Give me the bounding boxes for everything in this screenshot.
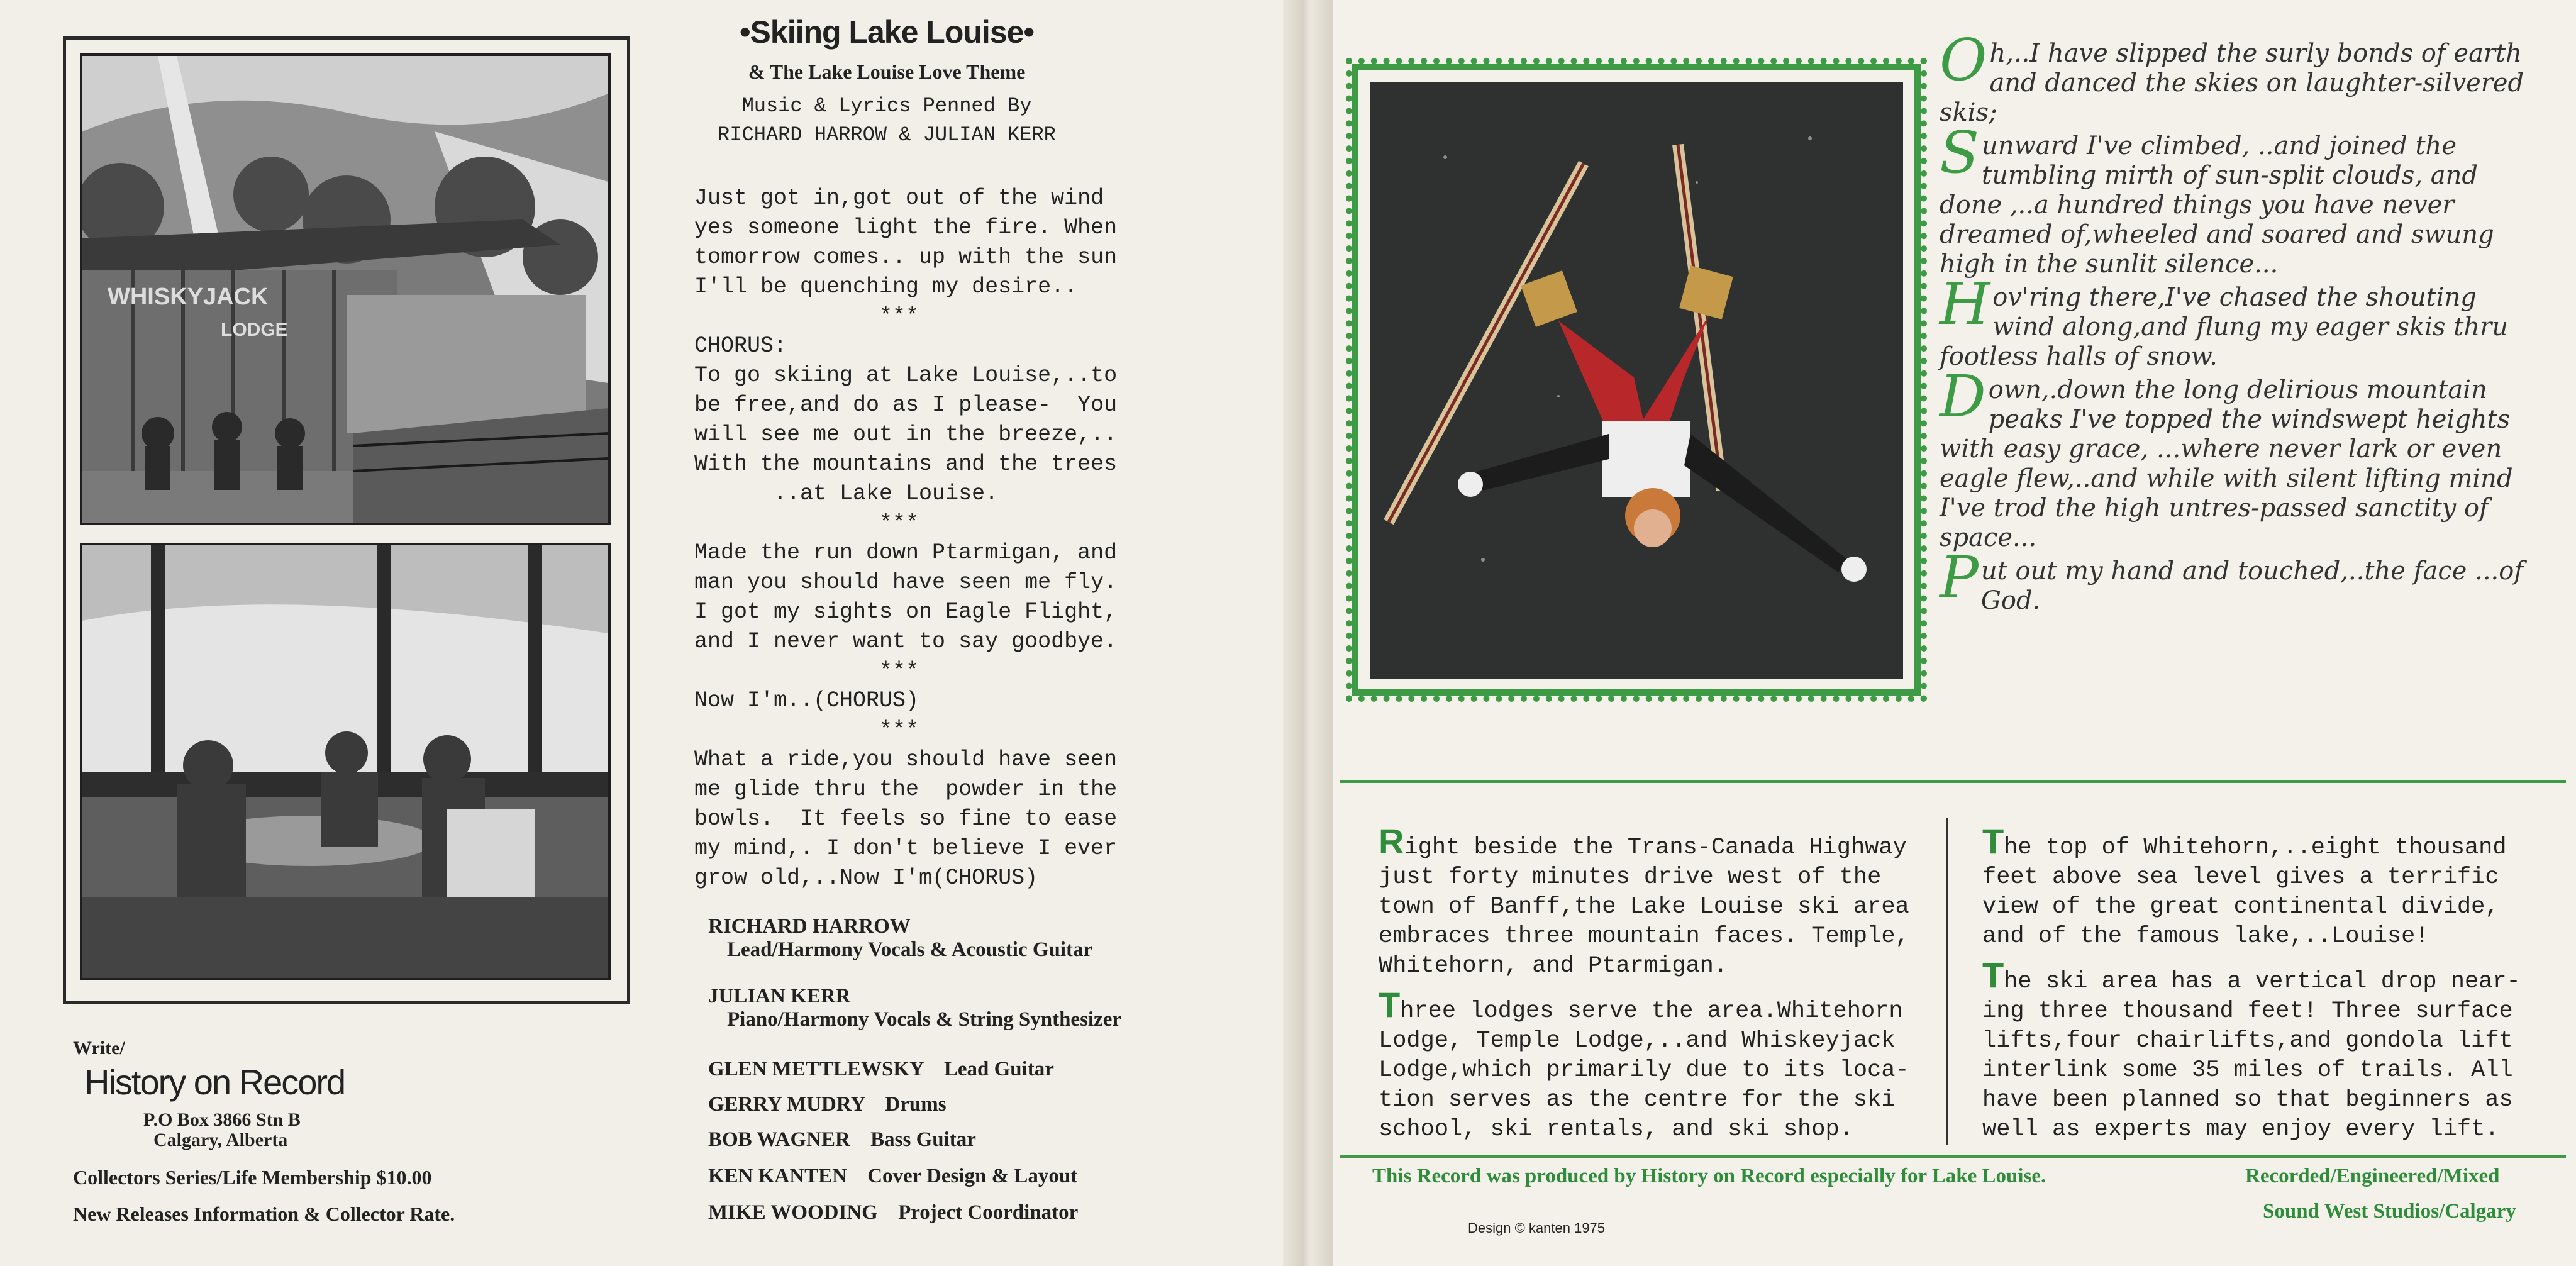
column-divider bbox=[1946, 818, 1948, 1145]
write-label: Write/ bbox=[73, 1038, 125, 1058]
poem-text: ov'ring there,I've chased the shouting wind along,and flung my eager skis thru footless halls of snow. bbox=[1940, 283, 2508, 371]
address-line-1: P.O Box 3866 Stn B bbox=[143, 1109, 301, 1130]
musician-name: GERRY MUDRY bbox=[708, 1093, 865, 1116]
musician-role: Project Coordinator bbox=[898, 1201, 1079, 1224]
musician-role: Piano/Harmony Vocals & String Synthesizer bbox=[727, 1008, 1122, 1031]
poem-drop-cap: D bbox=[1940, 363, 1986, 430]
musician-role: Lead/Harmony Vocals & Acoustic Guitar bbox=[727, 938, 1093, 961]
article-paragraph bbox=[1982, 955, 2536, 1145]
spine bbox=[1283, 0, 1333, 1266]
credits-line-1: Music & Lyrics Penned By bbox=[741, 94, 1032, 118]
studio-credit-2: Sound West Studios/Calgary bbox=[2263, 1200, 2516, 1223]
lodge-sign-text: WHISKYJACK bbox=[108, 284, 269, 310]
musician-name: GLEN METTLEWSKY bbox=[708, 1058, 924, 1080]
article-drop-cap: R bbox=[1379, 821, 1404, 861]
green-divider-bottom bbox=[1340, 1155, 2566, 1158]
article-drop-cap: T bbox=[1982, 821, 2004, 861]
poem-drop-cap: H bbox=[1940, 270, 1990, 338]
song-subtitle: & The Lake Louise Love Theme bbox=[748, 60, 1026, 83]
musician-name: RICHARD HARROW bbox=[708, 915, 911, 938]
photo-frame bbox=[63, 36, 630, 1004]
article-paragraph bbox=[1379, 985, 1932, 1145]
musician-entry bbox=[708, 1165, 1077, 1188]
musician-name: JULIAN KERR bbox=[708, 985, 851, 1008]
poem-stanza bbox=[1940, 119, 2543, 279]
article-text: he ski area has a vertical drop near-ing three thousand feet! Three surface lifts,four chairlifts,and gondola lift interlink some 35 miles of trails. All have been planned so that beginners as well as experts may enjoy every lift. bbox=[1982, 969, 2521, 1143]
article-text: he top of Whitehorn,..eight thousand feet above sea level gives a terrific view of the great continental divide, and of the famous lake,..Louise! bbox=[1982, 835, 2507, 950]
article-column-left bbox=[1379, 821, 1932, 1156]
address-line-2: Calgary, Alberta bbox=[153, 1130, 288, 1150]
musician-entry bbox=[708, 1201, 1078, 1224]
article-column-right bbox=[1982, 821, 2536, 1156]
article-text: hree lodges serve the area.Whitehorn Lodge, Temple Lodge,..and Whiskeyjack Lodge,which primarily due to its loca-tion serves as the centre for the ski school, ski rentals, and ski shop. bbox=[1379, 998, 1909, 1143]
lodge-sign-text-2: LODGE bbox=[221, 319, 288, 340]
article-paragraph bbox=[1982, 821, 2536, 952]
poem bbox=[1940, 26, 2543, 619]
design-credit: Design © kanten 1975 bbox=[1468, 1220, 1606, 1236]
musician-role: Cover Design & Layout bbox=[867, 1165, 1078, 1187]
production-credit: This Record was produced by History on Record especially for Lake Louise. bbox=[1372, 1165, 2046, 1187]
article-text: ight beside the Trans-Canada Highway just forty minutes drive west of the town of Banff,the Lake Louise ski area embraces three mountain faces. Temple, Whitehorn, and Ptarmigan. bbox=[1379, 835, 1909, 979]
musician-role: Bass Guitar bbox=[870, 1128, 976, 1151]
musician-name: MIKE WOODING bbox=[708, 1201, 878, 1224]
poem-drop-cap: S bbox=[1940, 119, 1980, 186]
musician-name: BOB WAGNER bbox=[708, 1128, 850, 1151]
musician-entry bbox=[708, 915, 1092, 962]
poem-drop-cap: O bbox=[1940, 26, 1987, 94]
poem-text: ut out my hand and touched,..the face ...of God. bbox=[1980, 557, 2524, 615]
musician-entry bbox=[708, 1093, 947, 1116]
credits-line-2: RICHARD HARROW & JULIAN KERR bbox=[718, 123, 1056, 147]
green-divider-top bbox=[1340, 780, 2566, 783]
poem-text: h,..I have slipped the surly bonds of earth and danced the skies on laughter-silvered skis; bbox=[1940, 39, 2524, 127]
article-drop-cap: T bbox=[1379, 985, 1401, 1024]
musician-entry bbox=[708, 1128, 976, 1152]
lodge-exterior-photo bbox=[80, 53, 611, 525]
musician-role: Lead Guitar bbox=[943, 1058, 1054, 1080]
musician-entry bbox=[708, 985, 1121, 1031]
song-title: •Skiing Lake Louise• bbox=[740, 14, 1034, 50]
poem-drop-cap: P bbox=[1940, 544, 1979, 611]
poem-stanza bbox=[1940, 363, 2543, 553]
poem-stanza bbox=[1940, 270, 2543, 372]
musician-name: KEN KANTEN bbox=[708, 1165, 847, 1187]
poem-text: unward I've climbed, ..and joined the tumbling mirth of sun-split clouds, and done ,..a hundred things you have never dreamed of,wheeled and soared and swung high in the sunlit silence... bbox=[1940, 131, 2494, 279]
lodge-interior-photo bbox=[80, 543, 611, 980]
musician-entry bbox=[708, 1058, 1054, 1081]
poem-stanza bbox=[1940, 544, 2543, 616]
studio-credit-1: Recorded/Engineered/Mixed bbox=[2245, 1165, 2500, 1187]
release-info-text: New Releases Information & Collector Rate. bbox=[73, 1202, 455, 1225]
history-on-record-label: History on Record bbox=[84, 1062, 345, 1102]
song-lyrics: Just got in,got out of the wind yes someone light the fire. When tomorrow comes.. up with the sun I'll be quenching my desire.. *** CHORUS: To go skiing at Lake Louise,..to be free,and do as I please- You will see me out in the breeze,.. With the mountains and the trees ..at Lake Louise. *** Made the run down Ptarmigan, and man you should have seen me fly. I got my sights on Eagle Flight, and I never want to say goodbye. *** Now I'm..(CHORUS) *** What a ride,you should have seen me glide thru the powder in the bowls. It feels so fine to ease my mind,. I don't believe I ever grow old,..Now I'm(CHORUS) bbox=[694, 186, 1118, 891]
poem-text: own,.down the long delirious mountain peaks I've topped the windswept heights with easy grace, ...where never lark or even eagle flew,..and while with silent lifting mind I've trod the high untres-passed sanctity of space... bbox=[1940, 375, 2513, 552]
musician-role: Drums bbox=[885, 1093, 947, 1116]
article-drop-cap: T bbox=[1982, 955, 2004, 995]
poem-stanza bbox=[1940, 26, 2543, 128]
article-paragraph bbox=[1379, 821, 1932, 981]
skier-photo bbox=[1370, 82, 1903, 679]
membership-text: Collectors Series/Life Membership $10.00 bbox=[73, 1166, 432, 1189]
